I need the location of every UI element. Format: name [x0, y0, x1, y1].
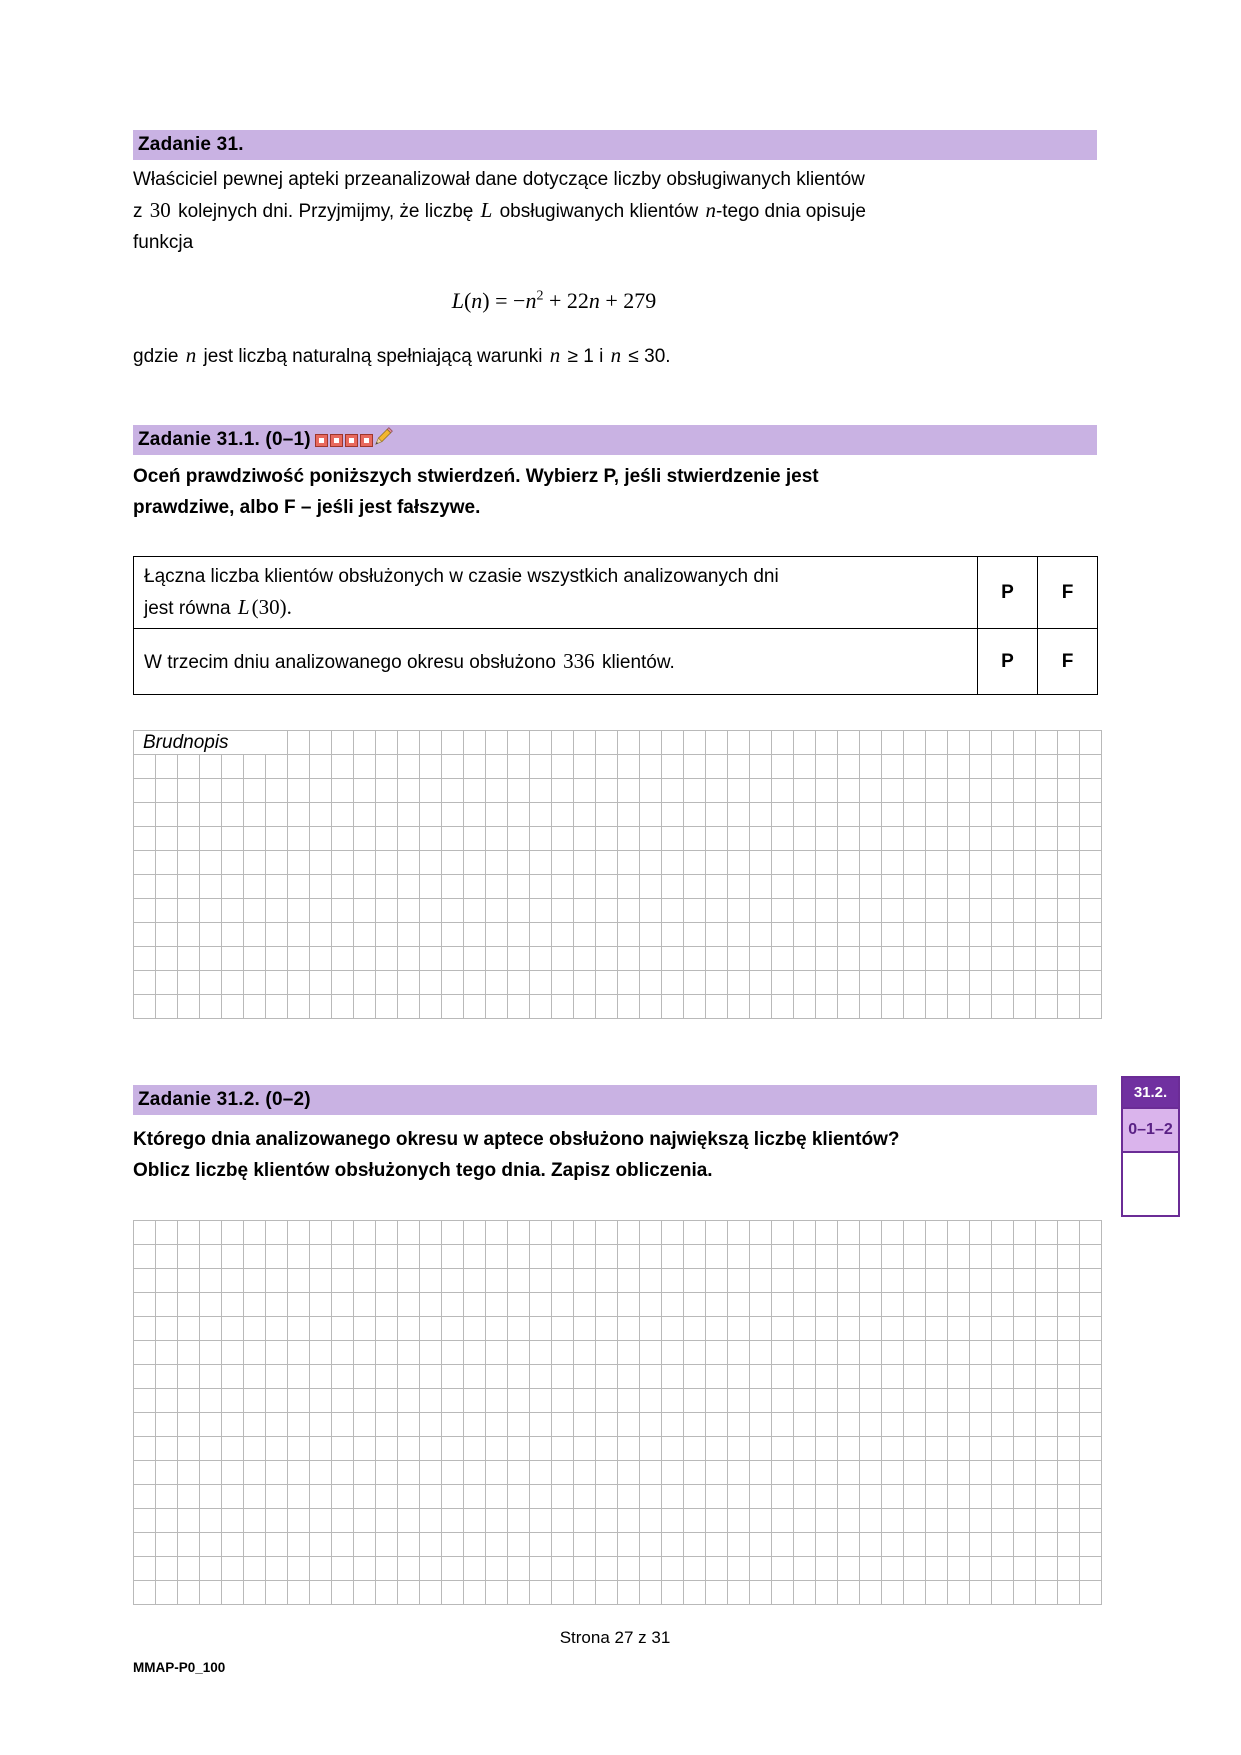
answer-card-square-icon	[345, 434, 358, 447]
answer-card-icon	[315, 434, 373, 447]
scratch-work-label: Brudnopis	[134, 731, 274, 754]
statement-1-cell: Łączna liczba klientów obsłużonych w czasie wszystkich analizowanych dni jest równa L(30).	[134, 557, 978, 629]
task-31-header-bar	[133, 130, 1097, 160]
var-L: L	[237, 594, 250, 619]
var-n: n	[610, 343, 622, 367]
statement-2-false-cell[interactable]: F	[1038, 629, 1098, 695]
score-box-points-scale: 0–1–2	[1123, 1107, 1178, 1153]
table-row	[134, 629, 1098, 695]
task-31-2-header-bar	[133, 1085, 1097, 1115]
var-n: n	[549, 343, 561, 367]
true-false-table	[133, 556, 1098, 695]
answer-card-square-icon	[360, 434, 373, 447]
number-30: 30	[149, 198, 171, 222]
answer-card-square-icon	[315, 434, 328, 447]
instruction-line-2: prawdziwe, albo F – jeśli jest fałszywe.	[133, 497, 481, 518]
instruction-line-1: Oceń prawdziwość poniższych stwierdzeń. Wybierz P, jeśli stwierdzenie jest	[133, 466, 819, 487]
statement-2-cell: W trzecim dniu analizowanego okresu obsłużono 336 klientów.	[134, 629, 978, 695]
question-line-1: Którego dnia analizowanego okresu w aptece obsłużono największą liczbę klientów?	[133, 1129, 900, 1150]
pencil-icon	[374, 425, 395, 446]
page-number: Strona 27 z 31	[559, 1628, 671, 1647]
task-31-1-title: Zadanie 31.1. (0–1)	[138, 429, 311, 450]
intro-line-3: funkcja	[133, 232, 194, 253]
answer-work-grid[interactable]	[133, 1220, 1102, 1605]
var-n: n	[705, 198, 716, 222]
table-row	[134, 557, 1098, 629]
task-31-1-instruction	[133, 461, 1113, 523]
domain-condition-line: gdzie n jest liczbą naturalną spełniającą warunki n ≥ 1 i n ≤ 30.	[133, 343, 671, 367]
var-n: n	[185, 343, 197, 367]
var-L: L	[480, 198, 493, 222]
answer-card-square-icon	[330, 434, 343, 447]
task-31-2-title: Zadanie 31.2. (0–2)	[138, 1089, 311, 1110]
function-formula: $L(n) = -n^2 + 22n + 279$	[451, 288, 657, 313]
score-box-task-label: 31.2.	[1123, 1078, 1178, 1107]
statement-2-true-cell[interactable]: P	[978, 629, 1038, 695]
task-31-2-question	[133, 1124, 1133, 1186]
statement-1-true-cell[interactable]: P	[978, 557, 1038, 629]
task-31-title: Zadanie 31.	[138, 134, 244, 155]
task-31-intro	[133, 164, 1113, 258]
number-336: 336	[563, 648, 595, 673]
intro-line-1: Właściciel pewnej apteki przeanalizował dane dotyczące liczby obsługiwanych klientów	[133, 169, 865, 190]
document-code: MMAP-P0_100	[133, 1660, 226, 1675]
scratch-work-grid[interactable]	[133, 730, 1102, 1019]
statement-1-false-cell[interactable]: F	[1038, 557, 1098, 629]
question-line-2: Oblicz liczbę klientów obsłużonych tego dnia. Zapisz obliczenia.	[133, 1160, 713, 1181]
task-31-1-header-bar	[133, 425, 1097, 455]
intro-line-2: z 30 kolejnych dni. Przyjmijmy, że liczbę L obsługiwanych klientów n-tego dnia opisuje	[133, 198, 866, 222]
